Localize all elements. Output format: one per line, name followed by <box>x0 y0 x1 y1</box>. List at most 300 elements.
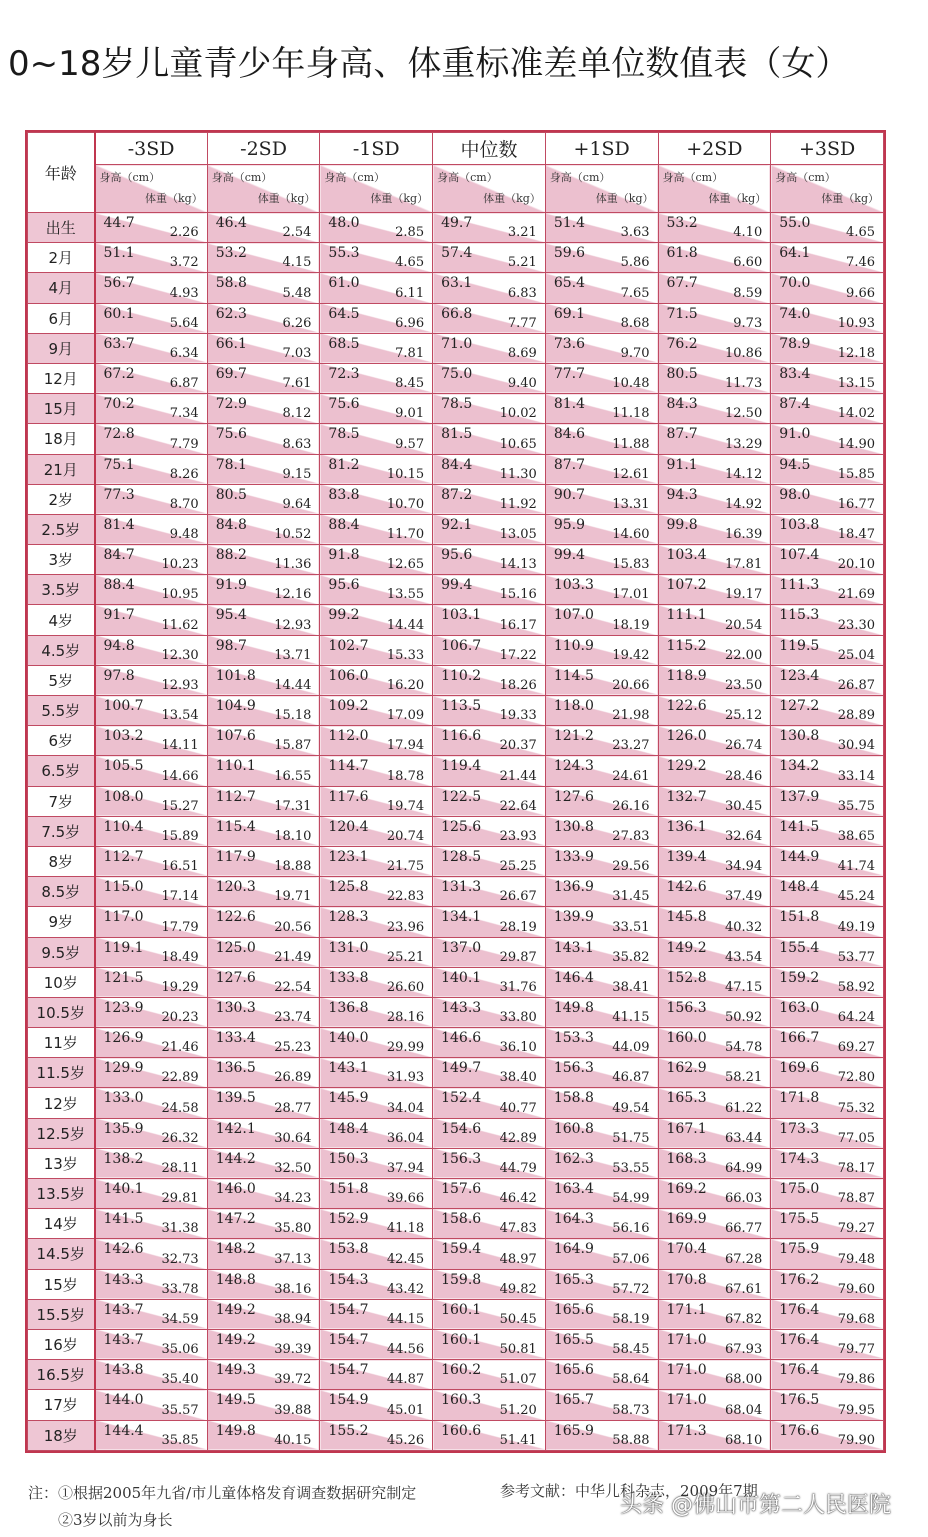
height-value: 147.2 <box>215 1211 256 1228</box>
height-value: 165.6 <box>553 1362 594 1379</box>
value-cell <box>320 696 433 726</box>
weight-value: 11.62 <box>161 617 199 633</box>
value-cell <box>433 1148 546 1178</box>
weight-value: 17.81 <box>725 557 763 573</box>
value-cell <box>95 1118 208 1148</box>
weight-value: 79.86 <box>837 1372 875 1388</box>
weight-value: 24.61 <box>612 768 650 784</box>
value-cell <box>320 213 433 243</box>
weight-value: 25.04 <box>837 647 875 663</box>
weight-value: 16.39 <box>725 527 763 543</box>
value-cell <box>658 696 771 726</box>
height-value: 99.2 <box>328 607 360 624</box>
table-body <box>28 213 884 1451</box>
weight-value: 26.16 <box>612 798 650 814</box>
height-value: 65.4 <box>553 275 585 292</box>
weight-value: 32.50 <box>274 1161 312 1176</box>
weight-value: 26.60 <box>386 979 425 995</box>
weight-value: 30.45 <box>725 798 763 814</box>
height-value: 149.2 <box>666 939 707 956</box>
table-row <box>28 907 884 937</box>
notes <box>28 1480 416 1534</box>
age-cell: 15月 <box>28 394 95 424</box>
weight-value: 9.40 <box>507 376 537 392</box>
weight-value: 44.79 <box>499 1161 537 1176</box>
height-value: 112.7 <box>103 848 144 865</box>
value-cell <box>207 1329 320 1359</box>
weight-value: 32.73 <box>161 1251 199 1267</box>
height-value: 121.5 <box>103 969 144 986</box>
height-value: 142.1 <box>215 1120 256 1137</box>
age-cell: 7.5岁 <box>28 816 95 846</box>
value-cell <box>433 1420 546 1450</box>
weight-value: 10.70 <box>386 496 425 512</box>
height-value: 128.5 <box>441 848 482 865</box>
unit-header-row <box>28 165 884 213</box>
weight-value: 15.33 <box>386 647 425 663</box>
table-row <box>28 967 884 997</box>
weight-value: 12.65 <box>386 557 425 573</box>
weight-value: 45.01 <box>386 1402 425 1418</box>
value-cell <box>771 333 884 363</box>
height-value: 73.6 <box>553 335 585 352</box>
height-value: 116.6 <box>441 728 482 745</box>
height-value: 148.4 <box>328 1120 369 1137</box>
table-row <box>28 1239 884 1269</box>
weight-value: 58.92 <box>837 979 875 995</box>
weight-value: 54.99 <box>612 1191 650 1207</box>
value-cell <box>545 1299 658 1329</box>
unit-header-cell <box>771 165 884 213</box>
weight-value: 21.75 <box>386 859 425 875</box>
page-title: 0~18岁儿童青少年身高、体重标准差单位数值表（女） <box>8 44 850 84</box>
height-value: 92.1 <box>441 516 473 533</box>
height-value: 143.3 <box>441 999 482 1016</box>
weight-value: 20.10 <box>837 557 875 573</box>
height-value: 61.8 <box>666 245 698 262</box>
weight-value: 51.41 <box>499 1432 537 1448</box>
age-cell: 13岁 <box>28 1148 95 1178</box>
sd-header: -2SD <box>207 133 320 165</box>
height-value: 91.1 <box>666 456 698 473</box>
value-cell <box>320 1360 433 1390</box>
age-cell: 6岁 <box>28 726 95 756</box>
height-value: 105.5 <box>103 758 144 775</box>
weight-value: 8.45 <box>395 376 425 392</box>
value-cell <box>320 816 433 846</box>
weight-value: 9.57 <box>395 436 425 452</box>
age-cell: 9岁 <box>28 907 95 937</box>
height-value: 103.4 <box>666 547 707 564</box>
weight-value: 17.14 <box>161 889 199 905</box>
height-value: 137.0 <box>441 939 482 956</box>
height-value: 74.0 <box>779 305 811 322</box>
weight-value: 26.74 <box>725 738 763 754</box>
unit-header-cell <box>433 165 546 213</box>
weight-value: 21.46 <box>161 1040 199 1056</box>
note-1: 注：①根据2005年九省/市儿童体格发育调查数据研究制定 <box>28 1484 417 1502</box>
value-cell <box>658 394 771 424</box>
value-cell <box>95 243 208 273</box>
weight-value: 3.72 <box>169 255 199 271</box>
age-cell: 16岁 <box>28 1329 95 1359</box>
value-cell <box>545 1209 658 1239</box>
table-row <box>28 575 884 605</box>
weight-value: 6.96 <box>395 315 425 331</box>
height-value: 62.3 <box>215 305 247 322</box>
value-cell <box>207 363 320 393</box>
age-cell: 9.5岁 <box>28 937 95 967</box>
weight-value: 28.16 <box>386 1010 425 1026</box>
weight-value: 57.72 <box>612 1281 650 1297</box>
weight-value: 4.65 <box>846 225 875 241</box>
weight-value: 4.10 <box>733 225 763 241</box>
value-cell <box>207 1299 320 1329</box>
height-value: 122.6 <box>215 909 256 926</box>
height-value: 135.9 <box>103 1120 144 1137</box>
value-cell <box>320 756 433 786</box>
height-value: 107.0 <box>553 607 594 624</box>
table-row <box>28 1299 884 1329</box>
height-value: 55.0 <box>779 215 811 231</box>
value-cell <box>658 1058 771 1088</box>
weight-value: 79.77 <box>837 1342 875 1358</box>
height-value: 63.7 <box>103 335 135 352</box>
value-cell <box>207 545 320 575</box>
watermark: 头条 @佛山市第二人民医院 <box>620 1493 891 1518</box>
weight-value: 8.12 <box>282 406 312 422</box>
weight-value: 9.70 <box>620 345 650 361</box>
weight-value: 35.40 <box>161 1372 199 1388</box>
weight-value: 39.39 <box>274 1342 312 1358</box>
table-row <box>28 545 884 575</box>
height-value: 69.1 <box>553 305 585 322</box>
weight-value: 17.01 <box>612 587 650 603</box>
value-cell <box>545 997 658 1027</box>
weight-value: 17.79 <box>161 919 199 935</box>
table-row <box>28 1329 884 1359</box>
weight-value: 20.74 <box>386 828 425 844</box>
height-value: 163.0 <box>779 999 820 1016</box>
weight-value: 48.97 <box>499 1251 537 1267</box>
weight-value: 38.40 <box>499 1070 537 1086</box>
weight-value: 79.27 <box>837 1221 875 1237</box>
value-cell <box>95 273 208 303</box>
value-cell <box>433 1269 546 1299</box>
weight-value: 68.04 <box>725 1402 763 1418</box>
value-cell <box>95 967 208 997</box>
weight-value: 79.95 <box>837 1402 875 1418</box>
value-cell <box>545 213 658 243</box>
weight-value: 51.75 <box>612 1130 650 1146</box>
table-row <box>28 1360 884 1390</box>
height-value: 61.0 <box>328 275 360 292</box>
value-cell <box>658 907 771 937</box>
value-cell <box>658 213 771 243</box>
value-cell <box>320 1390 433 1420</box>
height-value: 111.3 <box>779 577 820 594</box>
weight-value: 29.56 <box>612 859 650 875</box>
height-value: 164.9 <box>553 1241 594 1258</box>
value-cell <box>207 1239 320 1269</box>
weight-unit-label: 体重（kg） <box>144 192 203 205</box>
table-row <box>28 1118 884 1148</box>
value-cell <box>433 846 546 876</box>
weight-value: 28.89 <box>837 708 875 724</box>
weight-value: 19.74 <box>386 798 425 814</box>
value-cell <box>658 1118 771 1148</box>
weight-value: 9.48 <box>169 527 199 543</box>
height-value: 91.9 <box>215 577 247 594</box>
weight-value: 17.94 <box>386 738 425 754</box>
height-value: 140.1 <box>103 1181 144 1197</box>
weight-value: 12.93 <box>161 678 199 693</box>
value-cell <box>320 726 433 756</box>
height-value: 75.0 <box>441 365 473 382</box>
value-cell <box>545 696 658 726</box>
weight-value: 46.42 <box>499 1191 537 1207</box>
value-cell <box>95 1390 208 1420</box>
value-cell <box>433 1329 546 1359</box>
unit-header-cell <box>545 165 658 213</box>
age-cell: 3岁 <box>28 545 95 575</box>
value-cell <box>207 1269 320 1299</box>
value-cell <box>95 907 208 937</box>
height-value: 150.3 <box>328 1150 369 1167</box>
weight-value: 8.70 <box>169 496 199 512</box>
height-value: 53.2 <box>215 245 247 262</box>
height-value: 139.9 <box>553 909 594 926</box>
weight-value: 33.14 <box>837 768 875 784</box>
height-value: 155.4 <box>779 939 820 956</box>
weight-value: 26.32 <box>161 1130 199 1146</box>
value-cell <box>95 1088 208 1118</box>
value-cell <box>658 303 771 333</box>
weight-value: 40.15 <box>274 1432 312 1448</box>
height-value: 114.7 <box>328 758 369 775</box>
weight-value: 18.88 <box>274 859 312 875</box>
weight-unit-label: 体重（kg） <box>595 192 654 205</box>
height-value: 106.0 <box>328 667 369 684</box>
weight-value: 33.78 <box>161 1281 199 1297</box>
value-cell <box>771 575 884 605</box>
value-cell <box>207 514 320 544</box>
value-cell <box>95 575 208 605</box>
sd-header: 中位数 <box>433 133 546 165</box>
weight-value: 3.21 <box>507 225 537 241</box>
height-value: 107.4 <box>779 547 820 564</box>
weight-value: 35.85 <box>161 1432 199 1448</box>
age-cell: 2.5岁 <box>28 514 95 544</box>
weight-value: 35.82 <box>612 949 650 965</box>
value-cell <box>433 937 546 967</box>
value-cell <box>658 1360 771 1390</box>
weight-value: 64.24 <box>837 1010 875 1026</box>
value-cell <box>320 635 433 665</box>
height-value: 125.0 <box>215 939 256 956</box>
height-value: 176.4 <box>779 1331 820 1348</box>
value-cell <box>658 1209 771 1239</box>
height-value: 64.1 <box>779 245 811 262</box>
height-value: 175.9 <box>779 1241 820 1258</box>
height-value: 154.9 <box>328 1392 369 1409</box>
height-value: 78.9 <box>779 335 811 352</box>
weight-value: 16.77 <box>837 496 875 512</box>
value-cell <box>658 877 771 907</box>
weight-value: 41.15 <box>612 1010 650 1026</box>
age-cell: 18岁 <box>28 1420 95 1450</box>
height-value: 148.8 <box>215 1271 256 1288</box>
value-cell <box>207 1390 320 1420</box>
height-value: 173.3 <box>779 1120 820 1137</box>
value-cell <box>658 967 771 997</box>
value-cell <box>433 1088 546 1118</box>
height-value: 49.7 <box>441 215 473 231</box>
height-unit-label: 身高（cm） <box>437 171 498 184</box>
value-cell <box>433 877 546 907</box>
table-row <box>28 816 884 846</box>
value-cell <box>433 605 546 635</box>
weight-value: 17.31 <box>274 798 312 814</box>
weight-value: 78.87 <box>837 1191 875 1207</box>
height-value: 133.4 <box>215 1030 256 1047</box>
weight-value: 68.00 <box>725 1372 763 1388</box>
weight-unit-label: 体重（kg） <box>483 192 541 205</box>
age-cell: 12月 <box>28 363 95 393</box>
height-value: 80.5 <box>666 365 698 382</box>
weight-value: 12.93 <box>274 617 312 633</box>
weight-value: 9.15 <box>282 466 312 482</box>
height-value: 66.1 <box>215 335 247 352</box>
height-value: 100.7 <box>103 698 144 714</box>
age-cell: 8.5岁 <box>28 877 95 907</box>
value-cell <box>545 1329 658 1359</box>
value-cell <box>433 243 546 273</box>
height-value: 160.1 <box>441 1331 482 1348</box>
value-cell <box>320 1058 433 1088</box>
unit-header-cell <box>207 165 320 213</box>
value-cell <box>433 816 546 846</box>
value-cell <box>545 484 658 514</box>
height-value: 71.0 <box>441 335 473 352</box>
value-cell <box>207 756 320 786</box>
weight-value: 21.98 <box>612 708 650 724</box>
value-cell <box>545 363 658 393</box>
height-value: 80.5 <box>215 486 247 503</box>
value-cell <box>95 786 208 816</box>
height-value: 165.5 <box>553 1331 594 1348</box>
value-cell <box>207 1148 320 1178</box>
value-cell <box>320 877 433 907</box>
table-row <box>28 877 884 907</box>
weight-value: 9.01 <box>395 406 425 422</box>
weight-value: 13.15 <box>837 376 875 392</box>
weight-value: 23.27 <box>612 738 650 754</box>
value-cell <box>771 1329 884 1359</box>
weight-value: 64.99 <box>725 1161 763 1176</box>
value-cell <box>433 696 546 726</box>
value-cell <box>658 454 771 484</box>
weight-value: 10.15 <box>386 466 425 482</box>
value-cell <box>545 424 658 454</box>
height-value: 141.5 <box>103 1211 144 1228</box>
weight-value: 67.82 <box>725 1311 763 1327</box>
value-cell <box>771 665 884 695</box>
sd-table <box>27 132 884 1451</box>
sd-header: -1SD <box>320 133 433 165</box>
value-cell <box>207 243 320 273</box>
height-value: 129.9 <box>103 1060 144 1077</box>
table-row <box>28 1420 884 1450</box>
weight-value: 28.19 <box>499 919 537 935</box>
height-value: 60.1 <box>103 305 135 322</box>
value-cell <box>771 605 884 635</box>
weight-value: 10.23 <box>161 557 199 573</box>
height-value: 84.7 <box>103 547 135 564</box>
value-cell <box>545 816 658 846</box>
value-cell <box>433 273 546 303</box>
value-cell <box>771 756 884 786</box>
value-cell <box>433 997 546 1027</box>
weight-value: 12.50 <box>725 406 763 422</box>
height-value: 124.3 <box>553 758 594 775</box>
table-row <box>28 1209 884 1239</box>
weight-value: 37.49 <box>725 889 763 905</box>
height-value: 167.1 <box>666 1120 707 1137</box>
age-cell: 6月 <box>28 303 95 333</box>
value-cell <box>658 575 771 605</box>
height-value: 176.5 <box>779 1392 820 1409</box>
value-cell <box>433 545 546 575</box>
value-cell <box>320 333 433 363</box>
height-value: 121.2 <box>553 728 594 745</box>
value-cell <box>545 545 658 575</box>
value-cell <box>545 937 658 967</box>
weight-value: 79.48 <box>837 1251 875 1267</box>
height-value: 153.8 <box>328 1241 369 1258</box>
value-cell <box>207 1028 320 1058</box>
weight-value: 43.42 <box>386 1281 425 1297</box>
height-value: 67.2 <box>103 365 135 382</box>
weight-value: 8.68 <box>620 315 650 331</box>
value-cell <box>433 786 546 816</box>
height-value: 123.4 <box>779 667 820 684</box>
age-cell: 6.5岁 <box>28 756 95 786</box>
value-cell <box>658 273 771 303</box>
value-cell <box>207 1118 320 1148</box>
value-cell <box>771 1420 884 1450</box>
value-cell <box>95 1299 208 1329</box>
height-value: 156.3 <box>553 1060 594 1077</box>
weight-value: 4.93 <box>169 285 199 301</box>
value-cell <box>95 1058 208 1088</box>
value-cell <box>207 213 320 243</box>
value-cell <box>545 877 658 907</box>
value-cell <box>545 243 658 273</box>
weight-value: 33.80 <box>499 1010 537 1026</box>
weight-value: 5.21 <box>507 255 537 271</box>
height-value: 145.9 <box>328 1090 369 1107</box>
value-cell <box>545 333 658 363</box>
weight-value: 22.89 <box>161 1070 199 1086</box>
value-cell <box>433 756 546 786</box>
value-cell <box>658 756 771 786</box>
weight-value: 24.58 <box>161 1100 199 1116</box>
weight-value: 17.09 <box>386 708 425 724</box>
height-value: 76.2 <box>666 335 698 352</box>
value-cell <box>771 907 884 937</box>
height-value: 127.2 <box>779 698 820 714</box>
